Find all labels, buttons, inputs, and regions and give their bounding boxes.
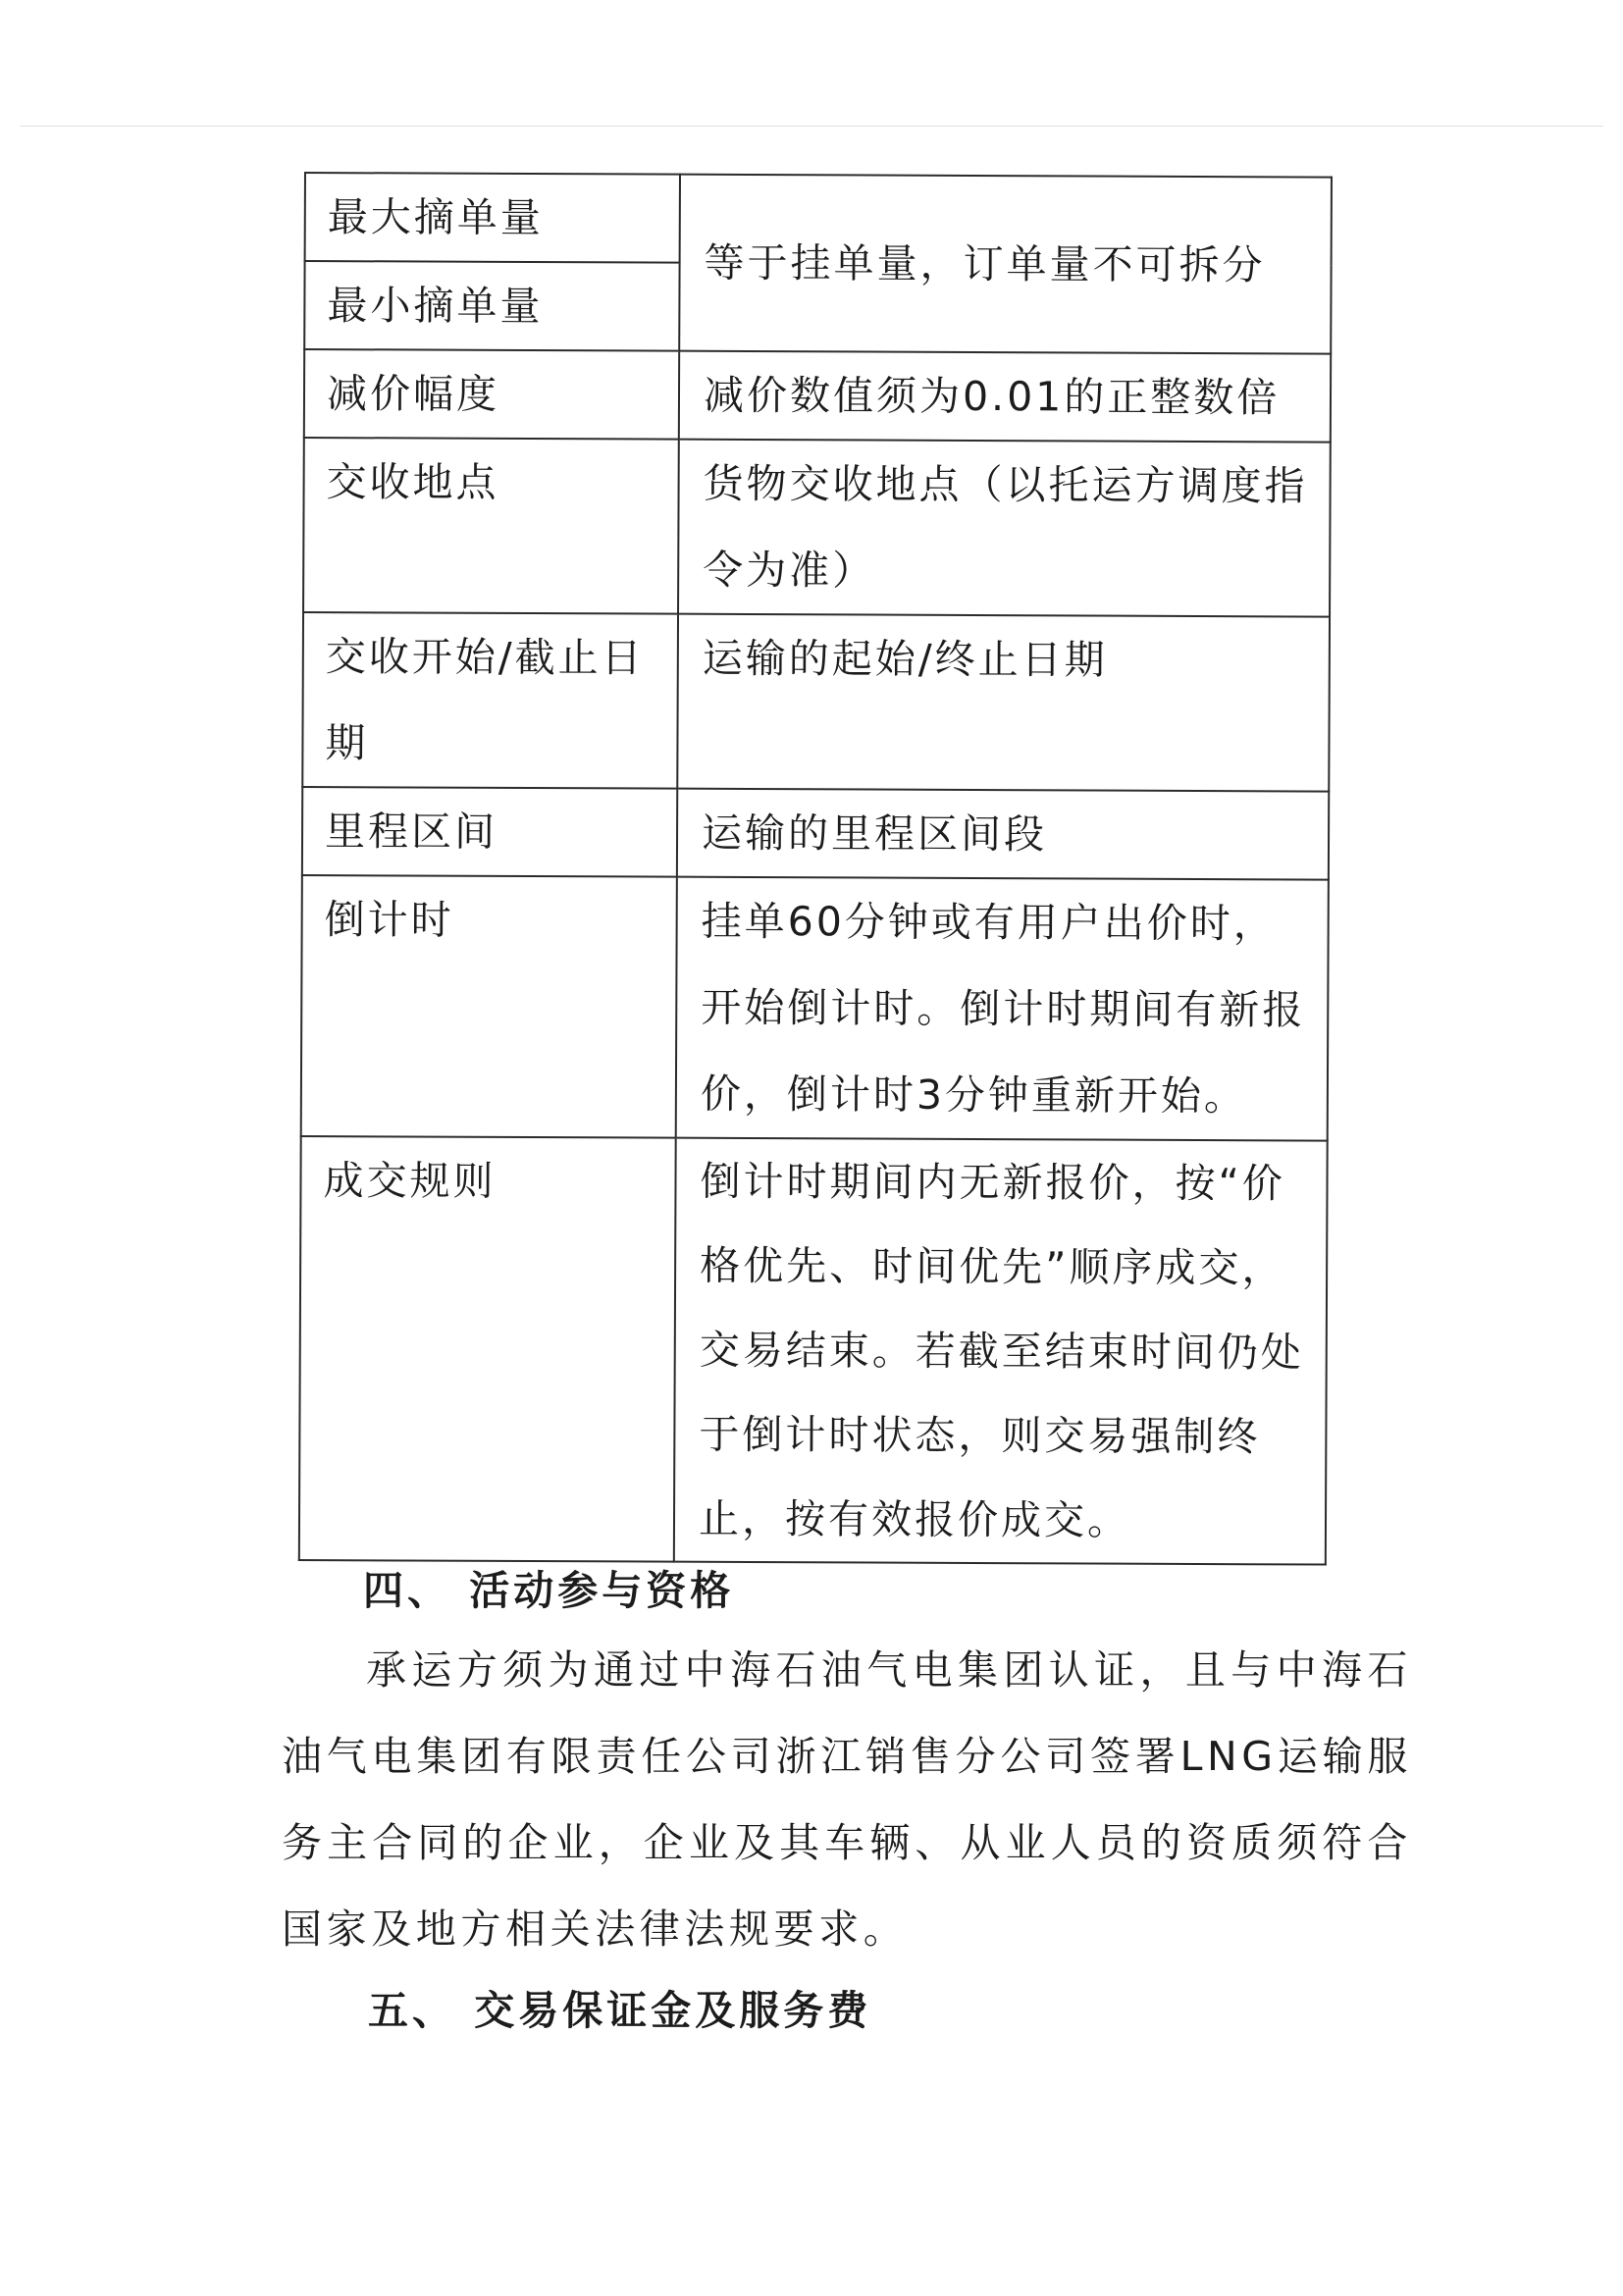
row-label-delivery-location: 交收地点 — [303, 438, 679, 614]
row-value-mileage-range: 运输的里程区间段 — [677, 789, 1329, 880]
scan-top-rule — [20, 126, 1603, 127]
row-value-deal-rules: 倒计时期间内无新报价，按“价格优先、时间优先”顺序成交，交易结束。若截至结束时间仍处于倒计时状态，则交易强制终止，按有效报价成交。 — [674, 1138, 1328, 1565]
row-label-delivery-dates: 交收开始/截止日期 — [302, 612, 678, 789]
row-label-countdown: 倒计时 — [301, 875, 677, 1138]
table-row — [302, 612, 1330, 792]
row-value-countdown: 挂单60分钟或有用户出价时，开始倒计时。倒计时期间有新报价，倒计时3分钟重新开始。 — [676, 877, 1329, 1141]
row-label-deal-rules: 成交规则 — [299, 1136, 676, 1562]
eligibility-paragraph: 承运方须为通过中海石油气电集团认证，且与中海石油气电集团有限责任公司浙江销售分公司签署LNG运输服务主合同的企业，企业及其车辆、从业人员的资质须符合国家及地方相关法律法规要求。 — [282, 1646, 1412, 1953]
trading-rules-table — [298, 172, 1333, 1566]
table-row — [299, 1136, 1328, 1565]
table-row — [303, 438, 1331, 617]
row-label-mileage-range: 里程区间 — [302, 787, 677, 877]
table-row — [304, 349, 1331, 443]
row-value-delivery-location: 货物交收地点（以托运方调度指令为准） — [678, 440, 1331, 617]
section-heading-eligibility: 四、 活动参与资格 — [363, 1567, 735, 1614]
section-heading-deposit-fees: 五、 交易保证金及服务费 — [368, 1987, 872, 2034]
table-row — [301, 875, 1329, 1141]
row-value-delivery-dates: 运输的起始/终止日期 — [677, 614, 1330, 792]
table-row — [305, 173, 1332, 266]
row-value-price-step: 减价数值须为0.01的正整数倍 — [679, 351, 1331, 443]
row-value-order-quantity: 等于挂单量，订单量不可拆分 — [679, 175, 1332, 354]
row-label-price-step: 减价幅度 — [304, 349, 679, 440]
table-row — [302, 787, 1329, 880]
row-label-min-order: 最小摘单量 — [304, 261, 679, 351]
row-label-max-order: 最大摘单量 — [305, 173, 680, 263]
